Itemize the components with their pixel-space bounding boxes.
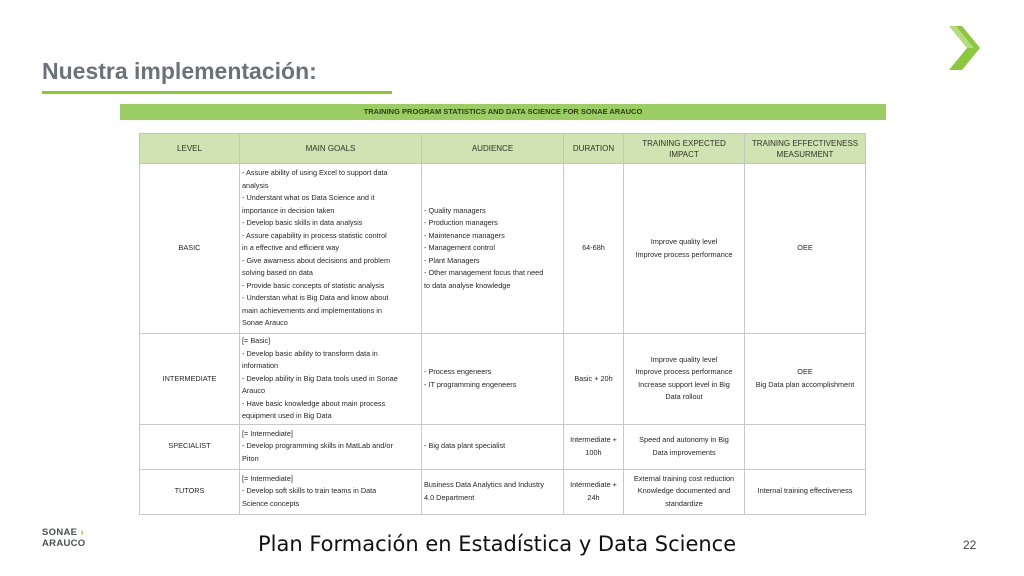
impact-cell [624, 469, 745, 514]
cell-line: Improve process performance [635, 367, 733, 377]
cell-line: - Quality managers [424, 205, 486, 215]
program-banner: TRAINING PROGRAM STATISTICS AND DATA SCIENCE FOR SONAE ARAUCO [120, 104, 886, 120]
measure-cell [745, 334, 866, 425]
cell-line: Science concepts [242, 498, 300, 508]
cell-line: 64-68h [582, 243, 605, 253]
audience-cell [422, 424, 564, 469]
cell-line: - Process engeneers [424, 367, 492, 377]
cell-line: Business Data Analytics and Industry [424, 480, 545, 489]
measure-cell [745, 164, 866, 334]
audience-cell [422, 469, 564, 514]
slide-title: Nuestra implementación: [42, 58, 317, 84]
cell-line: - Have basic knowledge about main process [242, 398, 386, 408]
cell-line: importance in decision taken [242, 205, 335, 215]
level-cell: SPECIALIST [140, 424, 240, 469]
cell-line: Improve quality level [650, 237, 718, 246]
table-row [140, 424, 866, 469]
cell-line: in a effective and efficient way [242, 243, 340, 253]
cell-line: - Other management focus that need [424, 268, 544, 278]
cell-line: [= Basic] [242, 336, 271, 345]
page-number: 22 [963, 538, 977, 552]
cell-line: Piton [242, 453, 259, 463]
goals-cell [240, 164, 422, 334]
cell-line: standardize [665, 498, 703, 508]
goals-cell [240, 424, 422, 469]
duration-cell [564, 334, 624, 425]
audience-cell [422, 164, 564, 334]
cell-line: [= Intermediate] [242, 428, 293, 438]
training-program-table [139, 133, 866, 515]
cell-line: Internal training effectiveness [757, 486, 853, 496]
goals-cell [240, 334, 422, 425]
measure-cell [745, 424, 866, 469]
cell-line: - IT programming engeneers [424, 379, 517, 389]
cell-line: 4.0 Department [424, 492, 475, 502]
duration-cell [564, 424, 624, 469]
cell-line: Sonae Arauco [242, 318, 288, 328]
duration-cell [564, 469, 624, 514]
table-row [140, 164, 866, 334]
level-cell: INTERMEDIATE [140, 334, 240, 425]
cell-line: - Management control [424, 243, 495, 253]
header-main-goals: MAIN GOALS [240, 134, 422, 164]
cell-line: - Big data plant specialist [424, 441, 506, 451]
cell-line: - Understant what os Data Science and it [242, 193, 375, 203]
cell-line: - Give awarness about decisions and problem [242, 255, 391, 265]
cell-line: OEE [797, 243, 813, 253]
cell-line: Data improvements [652, 447, 716, 457]
cell-line: - Develop basic skills in data analysis [242, 218, 363, 228]
impact-cell [624, 334, 745, 425]
cell-line: Intermediate + [570, 435, 617, 444]
audience-cell [422, 334, 564, 425]
cell-line: External training cost reduction [633, 473, 735, 483]
header-level: LEVEL [140, 134, 240, 164]
cell-line: information [242, 361, 279, 370]
header-effectiveness-measurement: TRAINING EFFECTIVENESS MEASURMENT [745, 134, 866, 164]
cell-line: - Understan what is Big Data and know about [242, 293, 389, 303]
level-cell: TUTORS [140, 469, 240, 514]
sonae-arauco-logo: SONAE › ARAUCO [42, 527, 86, 549]
table-row [140, 469, 866, 514]
cell-line: solving based on data [242, 268, 313, 278]
title-underline [42, 91, 392, 94]
cell-line: - Develop basic ability to transform data in [242, 348, 378, 358]
measure-cell [745, 469, 866, 514]
cell-line: Increase support level in Big [638, 379, 730, 389]
cell-line: main achievements and implementations in [242, 305, 382, 315]
cell-line: - Develop programming skills in MatLab and/or [242, 441, 393, 451]
slide-caption: Plan Formación en Estadística y Data Science [258, 532, 737, 556]
cell-line: Basic + 20h [574, 373, 613, 383]
cell-line: OEE [797, 367, 813, 377]
impact-cell [624, 424, 745, 469]
cell-line: to data analyse knowledge [424, 280, 511, 290]
cell-line: - Maintenance managers [424, 230, 505, 240]
header-duration: DURATION [564, 134, 624, 164]
cell-line: [= Intermediate] [242, 473, 293, 483]
chevron-right-icon [946, 24, 982, 72]
chevron-right-icon: › [77, 527, 85, 538]
cell-line: - Develop soft skills to train teams in Data [242, 486, 377, 496]
duration-cell [564, 164, 624, 334]
cell-line: analysis [242, 180, 269, 190]
cell-line: Speed and autonomy in Big [639, 435, 729, 444]
cell-line: - Develop ability in Big Data tools used in Sonae [242, 373, 398, 383]
cell-line: Knowledge documented and [637, 486, 731, 496]
table-row [140, 334, 866, 425]
cell-line: 100h [585, 447, 602, 457]
cell-line: equipment used in Big Data [242, 411, 332, 420]
goals-cell [240, 469, 422, 514]
cell-line: Arauco [242, 386, 266, 395]
cell-line: Data rollout [665, 392, 703, 402]
header-audience: AUDIENCE [422, 134, 564, 164]
training-program-table-image [120, 104, 886, 510]
table-header-row [140, 134, 866, 164]
level-cell: BASIC [140, 164, 240, 334]
cell-line: Intermediate + [570, 480, 617, 489]
cell-line: Improve quality level [650, 354, 718, 364]
cell-line: Improve process performance [635, 249, 733, 259]
impact-cell [624, 164, 745, 334]
cell-line: Big Data plan accomplishment [755, 379, 855, 389]
cell-line: - Provide basic concepts of statistic analysis [242, 280, 385, 290]
cell-line: 24h [587, 492, 600, 502]
cell-line: - Assure ability of using Excel to support data [242, 168, 388, 178]
header-expected-impact: TRAINING EXPECTED IMPACT [624, 134, 745, 164]
cell-line: - Assure capability in process statistic control [242, 230, 387, 240]
cell-line: - Production managers [424, 218, 498, 228]
cell-line: - Plant Managers [424, 255, 480, 265]
